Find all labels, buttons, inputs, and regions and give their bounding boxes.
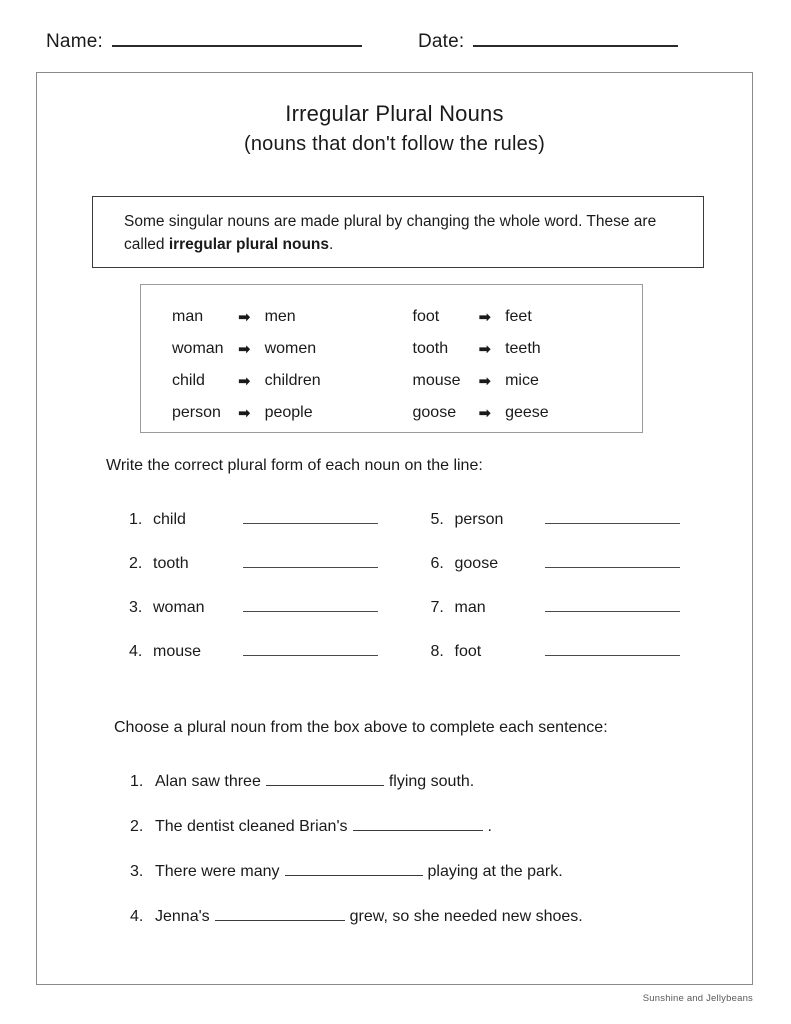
answer-blank-line[interactable] [243, 511, 378, 524]
arrow-right-icon: ➡ [238, 403, 251, 422]
sentence-text-after: playing at the park. [427, 863, 563, 880]
worksheet-frame [36, 72, 753, 985]
word-pair-plural: teeth [505, 340, 541, 357]
exercise-1-item [431, 643, 753, 687]
word-pair [413, 397, 643, 429]
word-pair-singular: mouse [412, 372, 461, 389]
arrow-right-icon: ➡ [238, 307, 251, 326]
arrow-right-icon: ➡ [478, 339, 492, 358]
exercise-1-left-column [37, 511, 395, 687]
word-pair-singular: woman [172, 340, 224, 357]
exercise-1-item [129, 643, 395, 687]
item-number: 6. [430, 555, 444, 572]
answer-blank-line[interactable] [545, 643, 680, 656]
exercise-1-item [431, 599, 753, 643]
answer-blank-line[interactable] [243, 599, 378, 612]
definition-box [92, 196, 704, 268]
arrow-right-icon: ➡ [478, 371, 492, 390]
exercise-1-direction: Write the correct plural form of each noun on the line: [106, 457, 483, 474]
name-input-line[interactable] [112, 30, 362, 47]
date-input-line[interactable] [473, 30, 678, 47]
item-number: 3. [130, 863, 144, 880]
sentence-blank-line[interactable] [285, 863, 423, 876]
sentence-blank-line[interactable] [353, 818, 483, 831]
item-number: 3. [129, 599, 143, 616]
definition-text [124, 210, 681, 257]
sentence-text-after: grew, so she needed new shoes. [349, 908, 583, 925]
exercise-2-item [130, 863, 730, 908]
exercise-2-items [130, 773, 730, 953]
item-number: 2. [130, 818, 144, 835]
sentence-text-after: flying south. [388, 773, 475, 790]
exercise-2-item [130, 818, 730, 863]
sentence-text-before: Alan saw three [155, 773, 261, 790]
exercise-2-item [130, 773, 730, 818]
page-title: Irregular Plural Nouns [285, 101, 504, 126]
word-pair-plural: women [264, 340, 317, 357]
item-word: child [153, 511, 186, 528]
sentence-text-before: The dentist cleaned Brian's [155, 818, 348, 835]
date-label: Date: [417, 31, 465, 52]
exercise-1-items [37, 511, 752, 687]
word-pair [172, 365, 392, 397]
sentence-text-before: Jenna's [155, 908, 210, 925]
answer-blank-line[interactable] [243, 643, 378, 656]
exercise-1-columns [37, 511, 752, 687]
word-pair-singular: child [172, 372, 205, 389]
word-pair-singular: foot [412, 308, 440, 325]
page-subtitle: (nouns that don't follow the rules) [244, 133, 545, 155]
arrow-right-icon: ➡ [478, 403, 492, 422]
exercise-1-item [129, 511, 395, 555]
word-pair-plural: geese [505, 404, 549, 421]
answer-blank-line[interactable] [545, 555, 680, 568]
word-pair-singular: tooth [412, 340, 449, 357]
item-number: 1. [129, 511, 143, 528]
item-number: 4. [129, 643, 143, 660]
word-pair-plural: children [264, 372, 321, 389]
word-bank-left-column [141, 301, 392, 429]
definition-text-lead: Some singular nouns are made plural by changing the whole word. These are called [124, 213, 657, 254]
sentence-text-after: . [487, 818, 492, 835]
exercise-1-right-column [395, 511, 753, 687]
sentence-text-before: There were many [155, 863, 280, 880]
answer-blank-line[interactable] [545, 511, 680, 524]
exercise-1-item [129, 599, 395, 643]
name-label: Name: [46, 31, 103, 52]
word-pair-singular: goose [412, 404, 457, 421]
item-word: goose [454, 555, 499, 572]
word-pair-plural: feet [505, 308, 532, 325]
word-pair [413, 365, 643, 397]
arrow-right-icon: ➡ [238, 339, 251, 358]
word-pair-singular: person [172, 404, 221, 421]
word-pair-plural: men [264, 308, 296, 325]
item-number: 5. [430, 511, 444, 528]
word-pair-singular: man [172, 308, 204, 325]
exercise-1-item [431, 555, 753, 599]
word-pair-plural: mice [505, 372, 539, 389]
exercise-1-item [431, 511, 753, 555]
answer-blank-line[interactable] [545, 599, 680, 612]
item-number: 7. [430, 599, 444, 616]
arrow-right-icon: ➡ [478, 307, 492, 326]
student-info-header [0, 30, 791, 64]
footer-credit: Sunshine and Jellybeans [642, 993, 753, 1004]
word-pair [172, 333, 392, 365]
item-word: woman [153, 599, 205, 616]
word-bank-right-column [392, 301, 643, 429]
item-word: man [454, 599, 486, 616]
word-pair [172, 397, 392, 429]
item-word: foot [454, 643, 482, 660]
word-bank-box [140, 284, 643, 433]
item-number: 8. [430, 643, 444, 660]
item-number: 4. [130, 908, 144, 925]
exercise-2-item [130, 908, 730, 953]
arrow-right-icon: ➡ [238, 371, 251, 390]
exercise-2-direction: Choose a plural noun from the box above to complete each sentence: [114, 719, 608, 736]
item-number: 2. [129, 555, 143, 572]
item-number: 1. [130, 773, 144, 790]
definition-text-tail: . [329, 236, 334, 254]
word-pair [413, 333, 643, 365]
word-bank-columns [141, 301, 642, 429]
word-pair-plural: people [264, 404, 313, 421]
definition-bold-term: irregular plural nouns [168, 236, 330, 254]
item-word: person [454, 511, 504, 528]
word-pair [172, 301, 392, 333]
answer-blank-line[interactable] [243, 555, 378, 568]
exercise-1-item [129, 555, 395, 599]
word-pair [413, 301, 643, 333]
sentence-blank-line[interactable] [266, 773, 384, 786]
item-word: mouse [153, 643, 202, 660]
item-word: tooth [153, 555, 189, 572]
sentence-blank-line[interactable] [215, 908, 345, 921]
